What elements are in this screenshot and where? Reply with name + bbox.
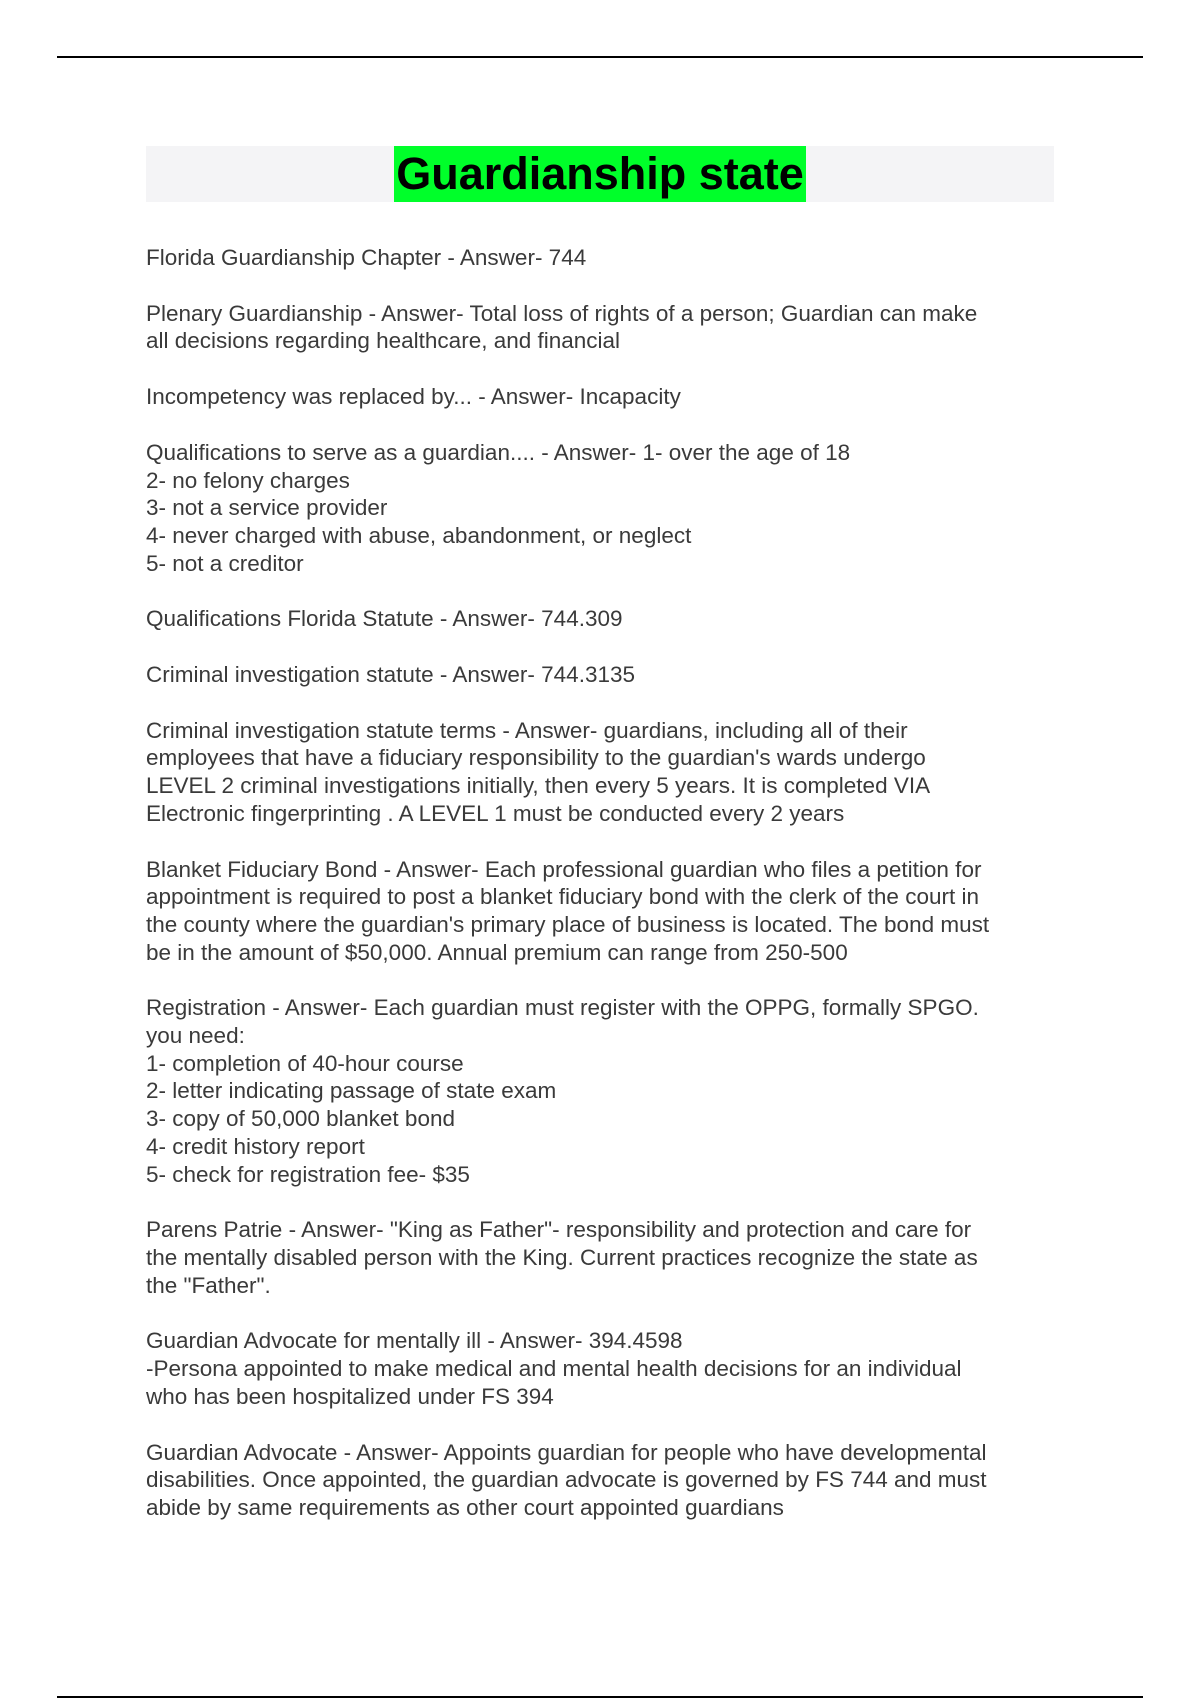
qa-entry-line: LEVEL 2 criminal investigations initially, then every 5 years. It is completed VIA <box>146 773 931 799</box>
qa-entry-line: 3- copy of 50,000 blanket bond <box>146 1106 455 1132</box>
qa-entry <box>146 661 1066 689</box>
qa-entry-line: 5- not a creditor <box>146 550 304 576</box>
qa-list <box>146 244 1066 1550</box>
qa-entry-line: the county where the guardian's primary place of business is located. The bond must <box>146 911 990 937</box>
qa-entry-line: Criminal investigation statute terms - Answer- guardians, including all of their <box>146 717 908 743</box>
qa-entry-line: Parens Patrie - Answer- "King as Father"- responsibility and protection and care for <box>146 1217 972 1243</box>
qa-entry <box>146 300 1066 355</box>
qa-entry <box>146 439 1066 578</box>
qa-entry-line: the "Father". <box>146 1272 271 1298</box>
qa-entry-line: Electronic fingerprinting . A LEVEL 1 must be conducted every 2 years <box>146 800 845 826</box>
qa-entry-line: Plenary Guardianship - Answer- Total loss of rights of a person; Guardian can make <box>146 300 978 326</box>
qa-entry-line: you need: <box>146 1023 245 1049</box>
title-band <box>146 146 1054 202</box>
qa-entry <box>146 605 1066 633</box>
qa-entry-line: Guardian Advocate - Answer- Appoints guardian for people who have developmental <box>146 1439 987 1465</box>
qa-entry-line: Criminal investigation statute - Answer- 744.3135 <box>146 662 636 688</box>
qa-entry-line: Guardian Advocate for mentally ill - Answer- 394.4598 <box>146 1328 683 1354</box>
qa-entry <box>146 1216 1066 1299</box>
qa-entry-line: Incompetency was replaced by... - Answer- Incapacity <box>146 384 681 410</box>
qa-entry-line: appointment is required to post a blanket fiduciary bond with the clerk of the court in <box>146 884 979 910</box>
qa-entry <box>146 717 1066 828</box>
qa-entry-line: -Persona appointed to make medical and mental health decisions for an individual <box>146 1356 962 1382</box>
page-title: Guardianship state <box>394 146 806 202</box>
qa-entry-line: abide by same requirements as other court appointed guardians <box>146 1494 784 1520</box>
qa-entry-line: disabilities. Once appointed, the guardian advocate is governed by FS 744 and must <box>146 1467 987 1493</box>
qa-entry-line: 1- completion of 40-hour course <box>146 1050 464 1076</box>
qa-entry-line: 3- not a service provider <box>146 495 388 521</box>
bottom-rule <box>57 1696 1143 1698</box>
qa-entry-line: who has been hospitalized under FS 394 <box>146 1383 554 1409</box>
qa-entry <box>146 994 1066 1188</box>
qa-entry-line: employees that have a fiduciary responsibility to the guardian's wards undergo <box>146 745 926 771</box>
qa-entry <box>146 383 1066 411</box>
qa-entry-line: Registration - Answer- Each guardian must register with the OPPG, formally SPGO. <box>146 995 979 1021</box>
qa-entry-line: 2- letter indicating passage of state exam <box>146 1078 557 1104</box>
top-rule <box>57 56 1143 58</box>
qa-entry-line: Qualifications Florida Statute - Answer- 744.309 <box>146 606 623 632</box>
qa-entry-line: the mentally disabled person with the King. Current practices recognize the state as <box>146 1244 978 1270</box>
qa-entry-line: Blanket Fiduciary Bond - Answer- Each professional guardian who files a petition for <box>146 856 982 882</box>
qa-entry <box>146 1327 1066 1410</box>
qa-entry-line: 4- never charged with abuse, abandonment, or neglect <box>146 522 692 548</box>
qa-entry-line: all decisions regarding healthcare, and financial <box>146 328 621 354</box>
qa-entry <box>146 856 1066 967</box>
qa-entry-line: Florida Guardianship Chapter - Answer- 744 <box>146 245 587 270</box>
qa-entry-line: 5- check for registration fee- $35 <box>146 1161 470 1187</box>
qa-entry <box>146 244 1066 272</box>
qa-entry-line: be in the amount of $50,000. Annual premium can range from 250-500 <box>146 939 848 965</box>
qa-entry <box>146 1439 1066 1522</box>
qa-entry-line: Qualifications to serve as a guardian.... - Answer- 1- over the age of 18 <box>146 439 851 465</box>
qa-entry-line: 2- no felony charges <box>146 467 350 493</box>
qa-entry-line: 4- credit history report <box>146 1133 365 1159</box>
